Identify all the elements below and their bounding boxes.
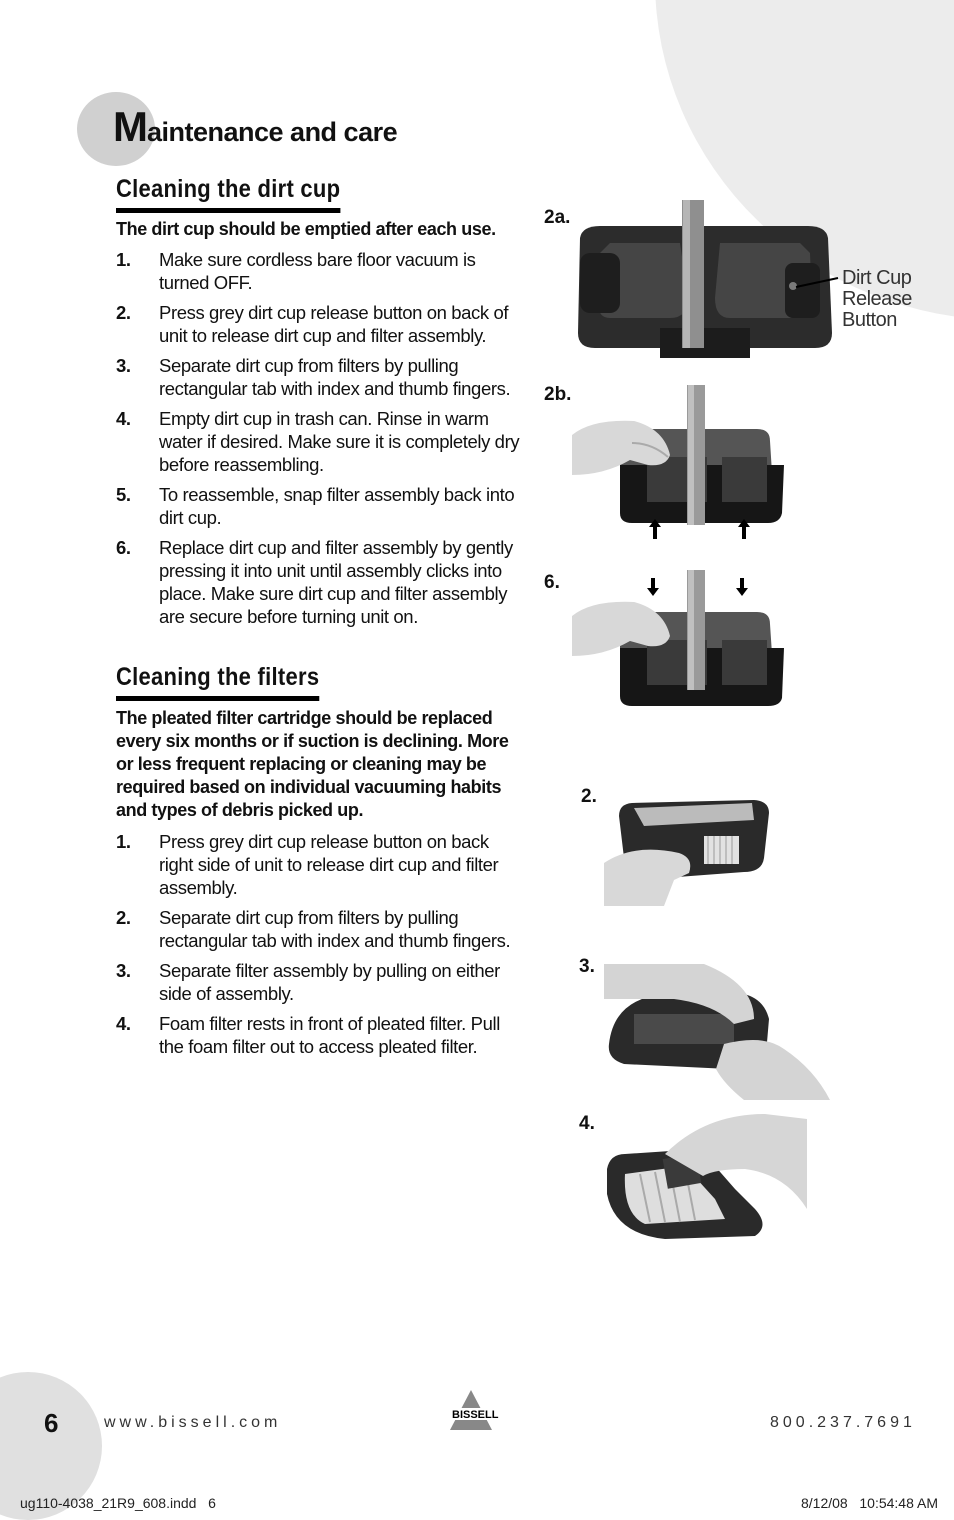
list-item: 1. Press grey dirt cup release button on back right side of unit to release dirt cup and filter assembly. <box>116 831 499 898</box>
replace-dirt-cup-photo <box>572 570 784 720</box>
remove-dirt-cup-photo <box>572 385 784 545</box>
vacuum-back-photo <box>570 198 840 363</box>
list-item: 6. Replace dirt cup and filter assembly by gently pressing it into unit until assembly clicks into place. Make sure dirt cup and filter assembly are secure before turning unit on. <box>116 537 513 627</box>
list-item: 3. Separate dirt cup from filters by pulling rectangular tab with index and thumb fingers. <box>116 355 511 399</box>
list-item: 3. Separate filter assembly by pulling on either side of assembly. <box>116 960 500 1004</box>
list-item: 2. Press grey dirt cup release button on back of unit to release dirt cup and filter assembly. <box>116 302 509 346</box>
separate-filter-photo <box>604 798 774 906</box>
filters-intro: The pleated filter cartridge should be replaced every six months or if suction is declining. More or less frequent replacing or cleaning may be required based on individual vacuuming habits and types of debris picked up. <box>116 708 509 820</box>
foam-filter-photo <box>605 1114 807 1239</box>
dirt-cup-section-title: Cleaning the dirt cup <box>116 175 340 213</box>
filters-steps <box>116 830 526 1065</box>
dirt-cup-steps <box>116 248 526 635</box>
list-item: 4. Foam filter rests in front of pleated filter. Pull the foam filter out to access pleated filter. <box>116 1013 500 1057</box>
page-title: Maintenance and care <box>113 103 398 150</box>
list-item: 2. Separate dirt cup from filters by pulling rectangular tab with index and thumb fingers. <box>116 907 511 951</box>
bissell-logo <box>450 1390 510 1434</box>
dirt-cup-intro: The dirt cup should be emptied after each use. <box>116 219 496 239</box>
figure-label-6: 6. <box>544 572 560 593</box>
svg-text:BISSELL: BISSELL <box>452 1409 499 1421</box>
filters-section-title: Cleaning the filters <box>116 663 319 701</box>
figure-label-2b: 2b. <box>544 384 572 405</box>
file-slug: ug110-4038_21R9_608.indd 6 <box>20 1495 216 1511</box>
phone-number: 800.237.7691 <box>770 1414 916 1431</box>
page-number: 6 <box>44 1408 59 1438</box>
list-item: 5. To reassemble, snap filter assembly back into dirt cup. <box>116 484 515 528</box>
website-url[interactable]: www.bissell.com <box>104 1414 282 1431</box>
dirt-cup-release-button-callout: Dirt Cup Release Button <box>842 267 912 331</box>
figure-label-filter-4: 4. <box>579 1113 595 1134</box>
list-item: 1. Make sure cordless bare floor vacuum is turned OFF. <box>116 249 476 293</box>
figure-label-filter-2: 2. <box>581 786 597 807</box>
separate-filter-assembly-photo <box>604 964 830 1100</box>
figure-label-filter-3: 3. <box>579 956 595 977</box>
list-item: 4. Empty dirt cup in trash can. Rinse in warm water if desired. Make sure it is completely dry before reassembling. <box>116 408 520 475</box>
figure-label-2a: 2a. <box>544 207 571 228</box>
date-slug: 8/12/08 10:54:48 AM <box>801 1495 938 1511</box>
